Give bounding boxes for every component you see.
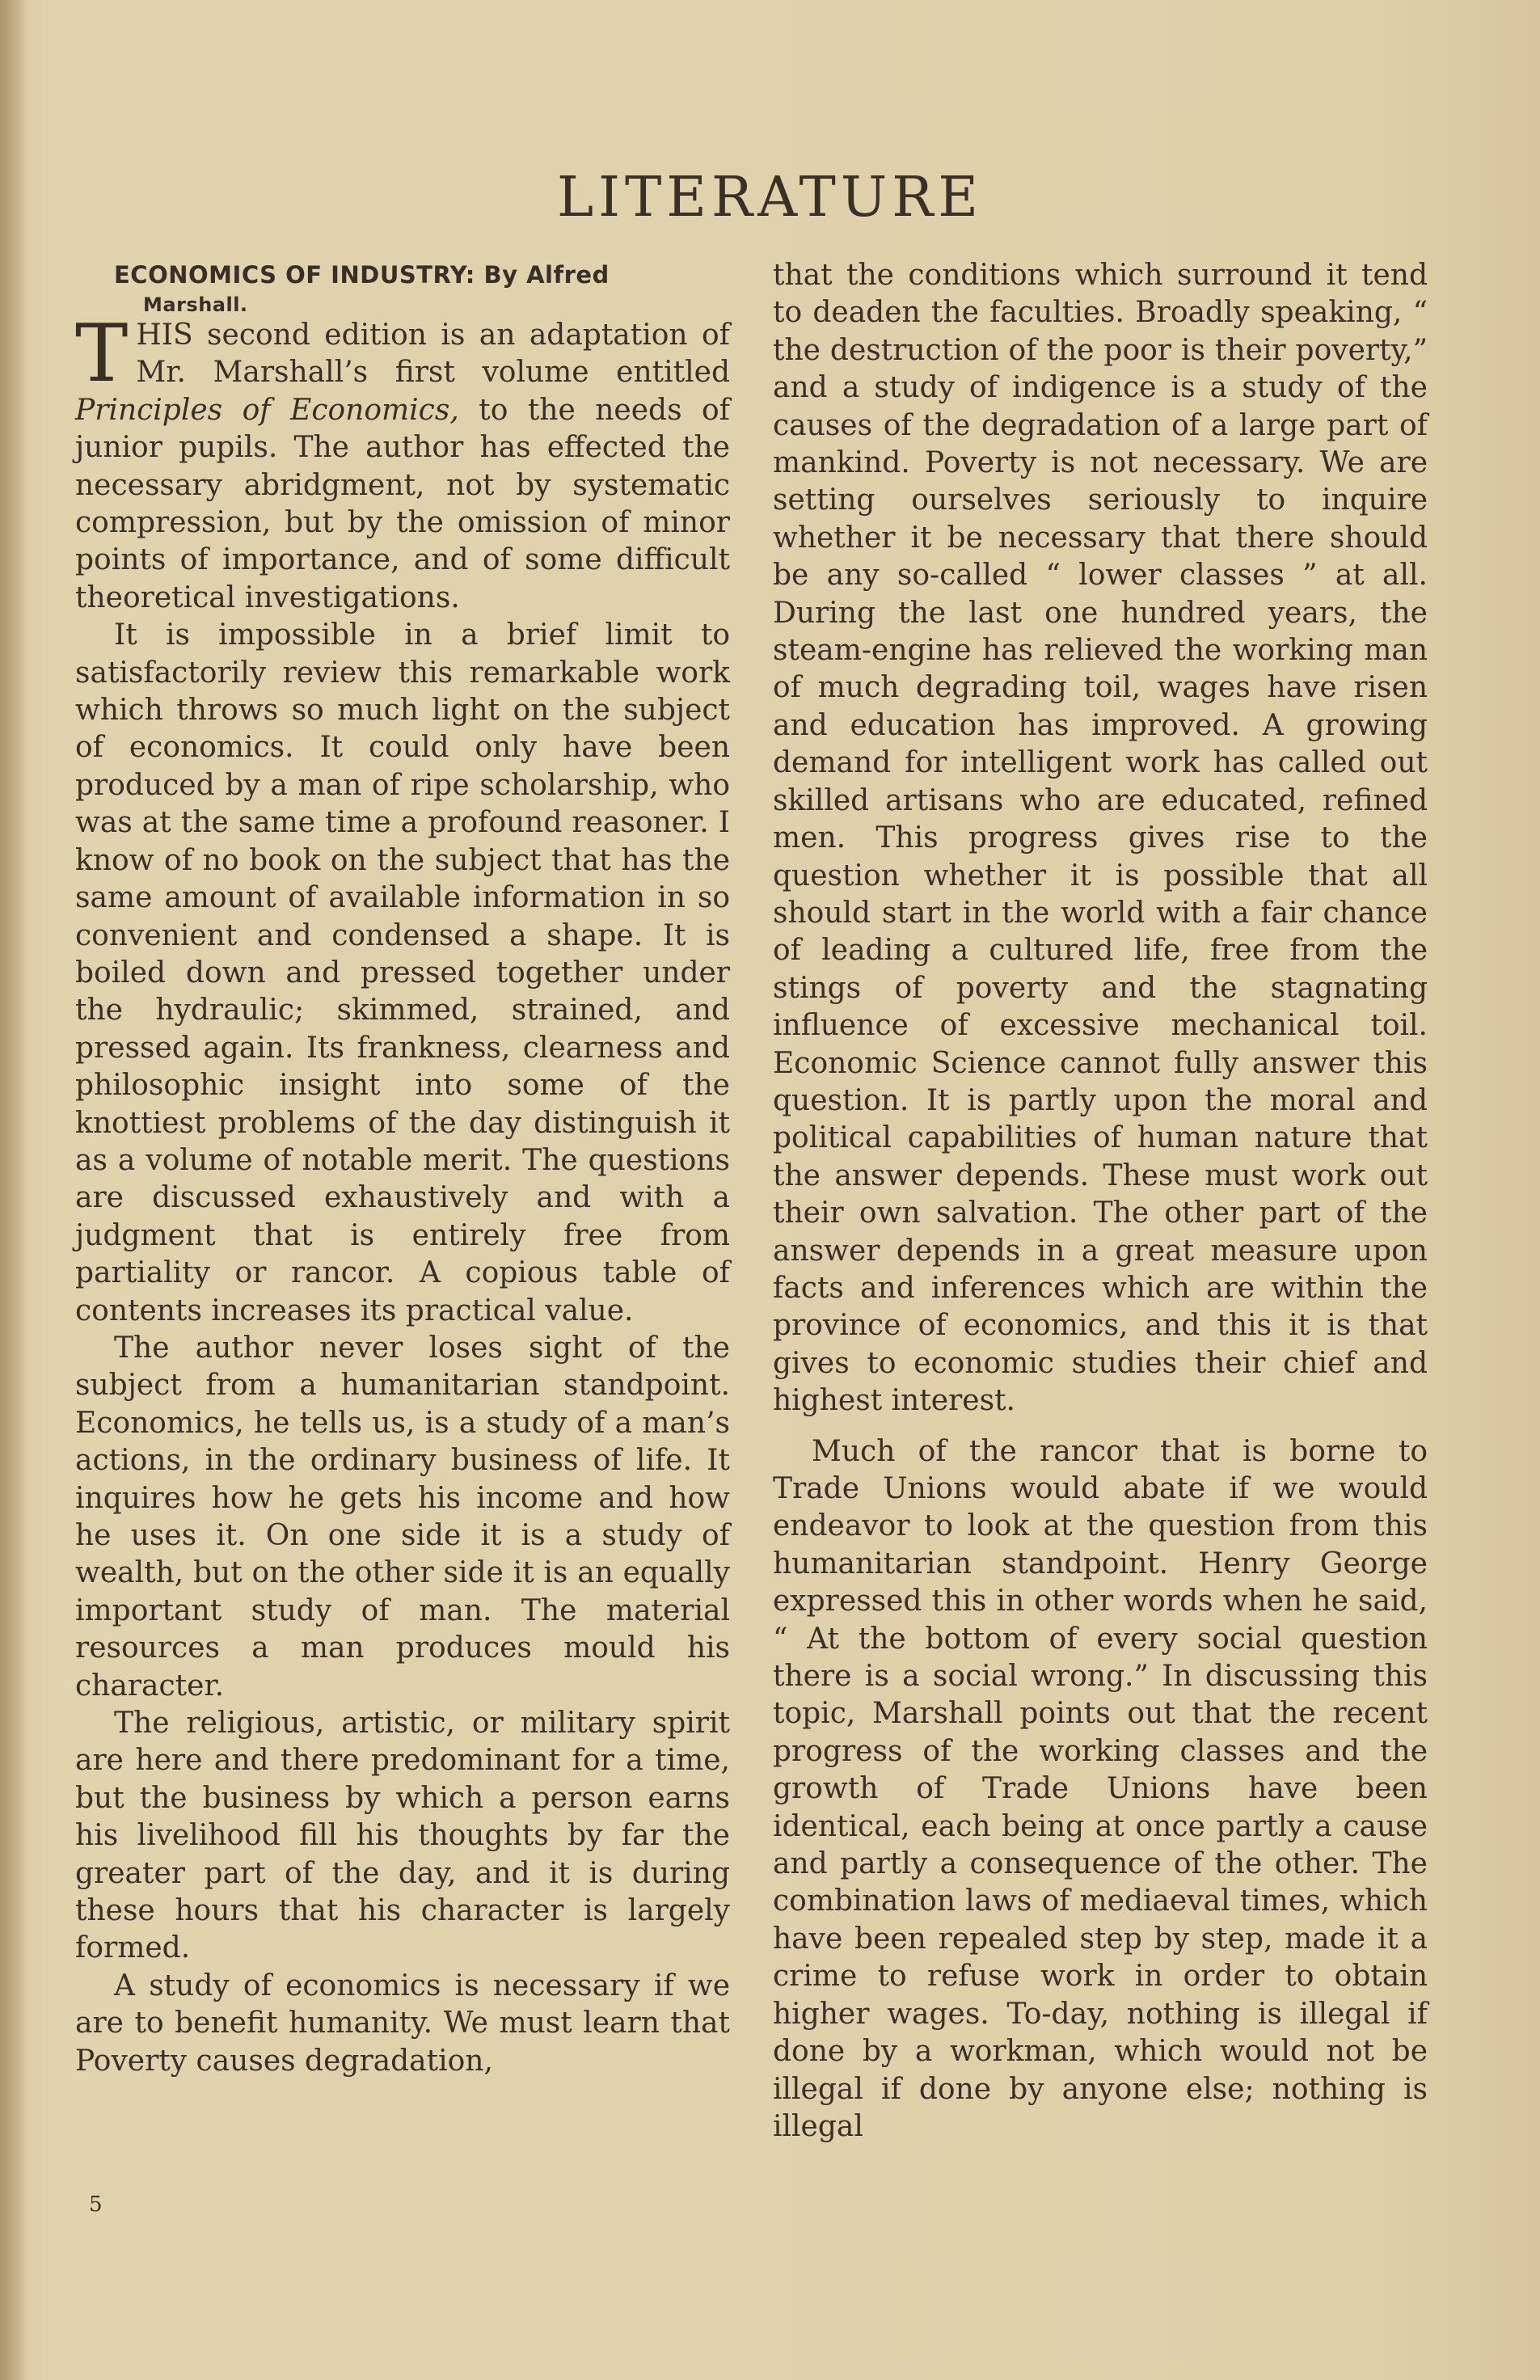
paragraph: Much of the rancor that is borne to Trade Unions would abate if we would endeavor to look at the question from this humanitarian standpoint. Henry George expressed this in other words when he said, “ At the bottom of every social question there is a social wrong.” In discussing this topic, Marshall points out that the recent progress of the working classes and the growth of Trade Unions have been identical, each being at once partly a cause and partly a consequence of the other. The combination laws of mediaeval times, which have been repealed step by step, made it a crime to refuse work in order to obtain higher wages. To-day, nothing is illegal if done by a workman, which would not be illegal if done by anyone else; nothing is illegal xyxy=(773,1434,1428,2143)
review-byline-cont: Marshall. xyxy=(143,293,248,316)
review-byline: By Alfred xyxy=(483,261,610,289)
paragraph: A study of economics is necessary if we are to benefit humanity. We must learn that Poverty causes degradation, xyxy=(75,1969,730,2078)
paragraph: The religious, artistic, or military spirit are here and there predominant for a time, but the business by which a person earns his livelihood fill his thoughts by far the greater part of the day, and it is during these hours that his character is largely formed. xyxy=(75,1707,730,1965)
paragraph: that the conditions which surround it tend to deaden the faculties. Broadly speaking, “ the destruction of the poor is their poverty,” and a study of indigence is a study of the causes of the degradation of a large part of mankind. Poverty is not necessary. We are setting ourselves seriously to inquire whether it be necessary that there should be any so-called “ lower classes ” at all. During the last one hundred years, the steam-engine has relieved the working man of much degrading toil, wages have risen and education has improved. A growing demand for intelligent work has called out skilled artisans who are educated, refined men. This progress gives rise to the question whether it is possible that all should start in the world with a fair chance of leading a cultured life, free from the stings of poverty and the stagnating influence of excessive mechanical toil. Economic Science cannot fully answer this question. It is partly upon the moral and political capabilities of human nature that the answer depends. These must work out their own salvation. The other part of the answer depends in a great measure upon facts and inferences which are within the province of economics, and this it is that gives to economic studies their chief and highest interest. xyxy=(773,259,1428,1418)
review-title xyxy=(75,257,730,317)
left-column xyxy=(75,257,730,2080)
book-spine-shadow xyxy=(0,0,27,2380)
page-number: 5 xyxy=(89,2192,103,2217)
paragraph: It is impossible in a brief limit to satisfactorily review this remarkable work which throws so much light on the subject of economics. It could only have been produced by a man of ripe scholarship, who was at the same time a profound reasoner. I know of no book on the subject that has the same amount of available information in so convenient and condensed a shape. It is boiled down and pressed together under the hydraulic; skimmed, strained, and pressed again. Its frankness, clearness and philosophic insight into some of the knottiest problems of the day distinguish it as a volume of notable merit. The questions are discussed exhaustively and with a judgment that is entirely free from partiality or rancor. A copious table of contents increases its practical value. xyxy=(75,618,730,1327)
paragraph xyxy=(75,308,731,617)
section-heading: LITERATURE xyxy=(556,166,984,230)
right-column xyxy=(773,257,1428,2146)
paragraph: The author never loses sight of the subject from a humanitarian standpoint. Economics, he tells us, is a study of a man’s actions, in the ordinary business of life. It inquires how he gets his income and how he uses it. On one side it is a study of wealth, but on the other side it is an equally important study of man. The material resources a man produces mould his character. xyxy=(75,1331,730,1703)
book-title-italic: Principles of Economics, xyxy=(75,393,459,427)
drop-cap: T xyxy=(75,308,129,400)
review-book-title: ECONOMICS OF INDUSTRY: xyxy=(114,261,475,289)
paragraph-text: HIS second edition is an adaptation of Mr. Marshall’s first volume entitled xyxy=(136,319,730,390)
paragraph-text: to the needs of junior pupils. The author has effected the necessary abridgment, not by systematic compression, but by the omission of minor points of importance, and of some difficult theoretical investigations. xyxy=(75,393,731,614)
